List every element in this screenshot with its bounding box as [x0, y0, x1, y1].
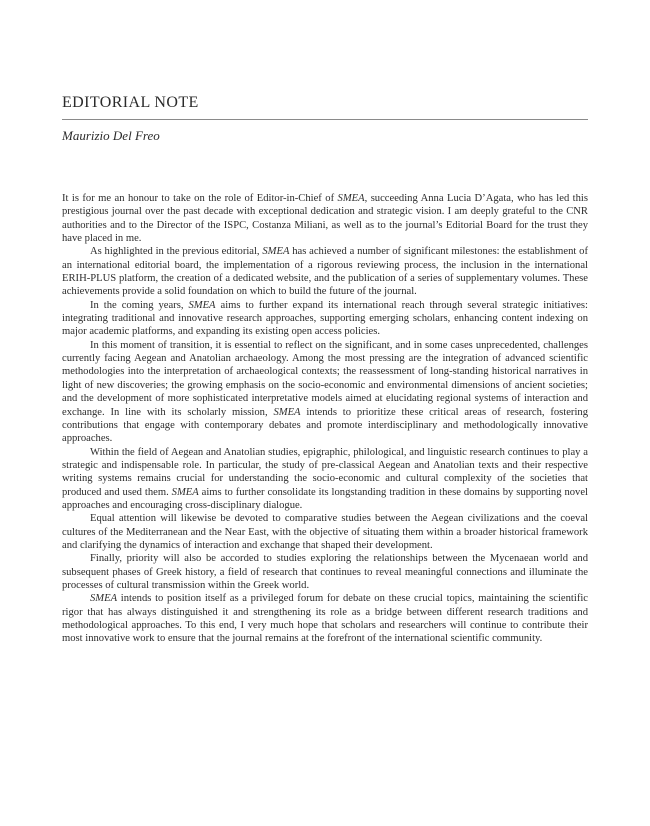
paragraph [62, 245, 588, 298]
paragraph [62, 592, 588, 645]
paragraph [62, 299, 588, 339]
paragraph [62, 512, 588, 552]
paragraph-text: In the coming years, [90, 299, 189, 311]
paragraph-text: Finally, priority will also be accorded to studies exploring the relationships between the Mycenaean world and subsequent phases of Greek history, a field of research that continues to reveal meaningful connections and illuminate the processes of cultural transmission within the Greek world. [62, 553, 588, 591]
journal-name-italic: SMEA [171, 486, 199, 498]
paragraph-text: Within the field of Aegean and Anatolian studies, epigraphic, philological, and linguistic research continues to play a strategic and indispensable role. In particular, the study of pre-classical Aegean and Anatolian texts and their respective writing systems remains crucial for understanding the socio-economic and cultural complexity of the societies that produced and used them. [62, 446, 588, 498]
paragraph-text: has achieved a number of significant milestones: the establishment of an international editorial board, the implementation of a rigorous reviewing process, the inclusion in the international ERIH-PLUS platform, the creation of a dedicated website, and the publication of a series of supplementary volumes. These achievements provide a solid foundation on which to build the future of the journal. [62, 246, 588, 298]
title-divider [62, 119, 588, 120]
journal-name-italic: SMEA [262, 246, 290, 258]
paragraph-text: Equal attention will likewise be devoted to comparative studies between the Aegean civilizations and the coeval cultures of the Mediterranean and the Near East, with the objective of situating them within a broader historical framework and clarifying the dynamics of interaction and exchange that shaped their development. [62, 513, 588, 551]
journal-name-italic: SMEA [90, 593, 118, 605]
paragraph [62, 339, 588, 446]
paragraph-text: intends to prioritize these critical areas of research, fostering contributions that engage with contemporary debates and promote interdisciplinary and methodologically innovative approaches. [62, 406, 588, 445]
paragraph [62, 552, 588, 592]
page-title: EDITORIAL NOTE [62, 94, 199, 111]
paragraph-text: aims to further expand its international reach through several strategic initiatives: integrating traditional and innovative research approaches, supporting emerging scholars, enhancing content indexing on major academic platforms, and expanding its existing open access policies. [62, 299, 588, 338]
paragraph-text: It is for me an honour to take on the role of Editor-in-Chief of [62, 193, 338, 204]
paragraph [62, 446, 588, 513]
paragraph-text: intends to position itself as a privileged forum for debate on these crucial topics, maintaining the scientific rigor that has always distinguished it and strengthening its role as a bridge between different research traditions and methodological approaches. To this end, I very much hope that scholars and researchers will continue to contribute their most innovative work to ensure that the journal remains at the forefront of the international scientific community. [62, 593, 588, 645]
journal-name-italic: SMEA [188, 299, 216, 311]
journal-name-italic: SMEA [273, 406, 301, 418]
journal-name-italic: SMEA [337, 193, 365, 204]
author-name: Maurizio Del Freo [62, 128, 160, 143]
paragraph-text: In this moment of transition, it is essential to reflect on the significant, and in some cases unprecedented, challenges currently facing Aegean and Anatolian archaeology. Among the most pressing are the integration of advanced scientific methodologies into the interpretation of archaeological contexts; the reassessment of long-standing historical narratives in light of new discoveries; the growing emphasis on the socio-economic and environmental dimensions of ancient societies; and the development of more sophisticated interpretative models aimed at elucidating regional systems of interaction and exchange. In line with its scholarly mission, [62, 339, 588, 418]
article-body [62, 192, 588, 646]
paragraph-text: As highlighted in the previous editorial, [90, 246, 263, 258]
paragraph-text: , succeeding Anna Lucia D’Agata, who has led this prestigious journal over the past decade with exceptional dedication and strategic vision. I am deeply grateful to the CNR authorities and to the Director of the ISPC, Costanza Miliani, as well as to the journal’s Editorial Board for the trust they have placed in me. [62, 193, 588, 245]
paragraph [62, 192, 588, 245]
paragraph-text: aims to further consolidate its longstanding tradition in these domains by supporting novel approaches and encouraging cross-disciplinary dialogue. [62, 486, 588, 511]
